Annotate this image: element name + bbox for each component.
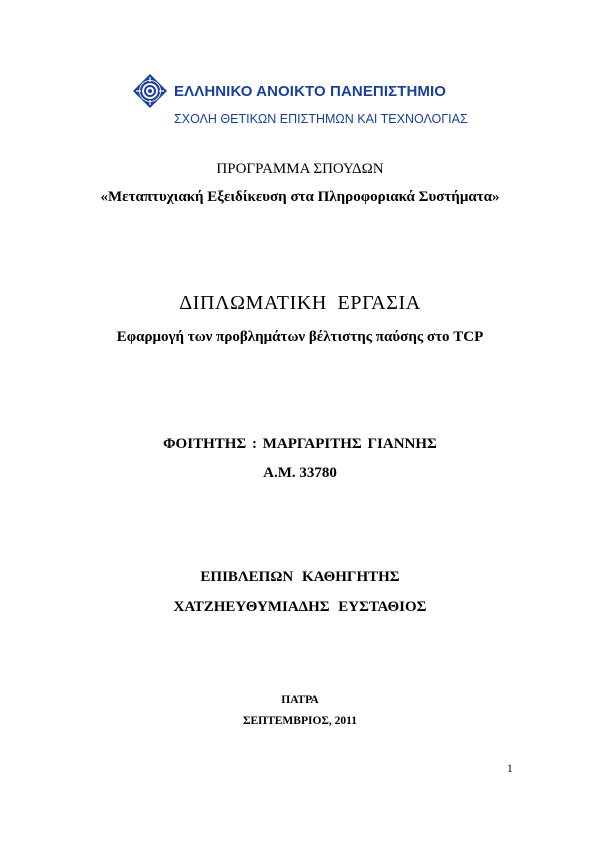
page-number: 1 bbox=[507, 763, 513, 775]
program-title: ΠΡΟΓΡΑΜΜΑ ΣΠΟΥΔΩΝ bbox=[216, 161, 384, 177]
school-name: ΣΧΟΛΗ ΘΕΤΙΚΩΝ ΕΠΙΣΤΗΜΩΝ ΚΑΙ ΤΕΧΝΟΛΟΓΙΑΣ bbox=[174, 112, 468, 126]
city: ΠΑΤΡΑ bbox=[281, 694, 319, 706]
student-name: ΦΟΙΤΗΤΗΣ : ΜΑΡΓΑΡΙΤΗΣ ΓΙΑΝΝΗΣ bbox=[163, 436, 437, 452]
university-emblem-icon bbox=[133, 74, 167, 108]
thesis-title: Εφαρμογή των προβλημάτων βέλτιστης παύσης στο TCP bbox=[116, 329, 484, 345]
date: ΣΕΠΤΕΜΒΡΙΟΣ, 2011 bbox=[242, 715, 358, 727]
document-type: ΔΙΠΛΩΜΑΤΙΚΗ ΕΡΓΑΣΙΑ bbox=[179, 292, 421, 314]
program-name: «Μεταπτυχιακή Εξειδίκευση στα Πληροφοριακά Συστήματα» bbox=[100, 189, 500, 205]
university-name: ΕΛΛΗΝΙΚΟ ΑΝΟΙΚΤΟ ΠΑΝΕΠΙΣΤΗΜΙΟ bbox=[174, 82, 447, 100]
supervisor-name: ΧΑΤΖΗΕΥΘΥΜΙΑΔΗΣ ΕΥΣΤΑΘΙΟΣ bbox=[173, 599, 427, 615]
student-id: Α.Μ. 33780 bbox=[263, 465, 337, 481]
supervisor-label: ΕΠΙΒΛΕΠΩΝ ΚΑΘΗΓΗΤΗΣ bbox=[200, 569, 400, 585]
university-header bbox=[133, 74, 446, 108]
